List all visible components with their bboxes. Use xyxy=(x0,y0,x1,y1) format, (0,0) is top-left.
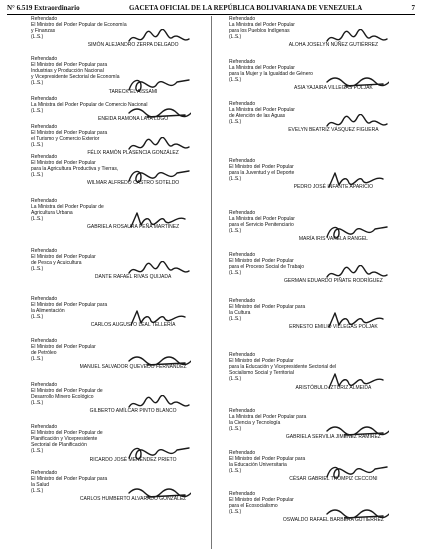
minister-title-line: El Ministro del Poder Popular xyxy=(31,344,96,351)
minister-title-line: de Petróleo xyxy=(31,350,57,357)
minister-title-line: El Ministro del Poder Popular xyxy=(229,164,294,171)
minister-title-line: y Finanzas xyxy=(31,28,56,35)
minister-title-line: para el Ecosocialismo xyxy=(229,503,278,510)
seal-mark: (L.S.) xyxy=(31,314,44,321)
minister-title-line: El Ministro del Poder Popular xyxy=(229,497,294,504)
endorsement-label: Refrendado xyxy=(229,210,256,216)
minister-title-line: Socialismo Social y Territorial xyxy=(229,370,294,377)
signatory-name: CARLOS AUGUSTO LEAL TELLERÍA xyxy=(90,322,176,329)
minister-title-line: La Ministra del Poder Popular xyxy=(229,65,295,72)
seal-mark: (L.S.) xyxy=(31,488,44,495)
endorsement-entry xyxy=(31,16,207,49)
endorsement-label: Refrendado xyxy=(229,408,256,414)
minister-title-line: la Cultura xyxy=(229,310,251,317)
signatory-name: ARISTÓBULO IZTÚRIZ ALMEIDA xyxy=(295,384,372,391)
minister-title-line: la Ciencia y Tecnología xyxy=(229,420,281,427)
minister-title-line: para la Juventud y el Deporte xyxy=(229,170,295,177)
seal-mark: (L.S.) xyxy=(31,448,44,455)
endorsement-entry xyxy=(31,470,207,503)
minister-title-line: El Ministro del Poder Popular xyxy=(31,254,96,261)
signatory-name: FÉLIX RAMÓN PLASENCIA GONZÁLEZ xyxy=(87,150,179,157)
page-number: 7 xyxy=(411,4,415,12)
minister-title-line: la Educación Universitaria xyxy=(229,462,287,469)
endorsement-entry xyxy=(31,338,207,371)
endorsement-label: Refrendado xyxy=(31,248,58,254)
endorsement-entry xyxy=(229,16,409,49)
seal-mark: (L.S.) xyxy=(31,34,44,41)
minister-title-line: Desarrollo Minero Ecológico xyxy=(31,394,94,401)
signatory-name: WILMAR ALFREDO CASTRO SOTELDO xyxy=(86,180,180,187)
minister-title-line: para el Proceso Social de Trabajo xyxy=(229,264,305,271)
minister-title-line: El Ministro del Poder Popular de xyxy=(31,388,103,395)
endorsement-entry xyxy=(31,154,207,187)
endorsement-label: Refrendado xyxy=(31,16,58,22)
seal-mark: (L.S.) xyxy=(229,77,242,84)
minister-title-line: La Ministra del Poder Popular xyxy=(229,216,295,223)
endorsement-label: Refrendado xyxy=(31,154,58,160)
seal-mark: (L.S.) xyxy=(229,509,242,516)
endorsement-label: Refrendado xyxy=(229,491,256,497)
signatory-name: ASIA YAJAIRA VILLEGAS POLJAK xyxy=(294,85,373,92)
endorsement-entry xyxy=(31,124,207,157)
page-header xyxy=(7,2,415,15)
column-divider xyxy=(211,16,212,549)
issue-number: N° 6.519 Extraordinario xyxy=(7,4,80,12)
endorsement-entry xyxy=(31,96,207,123)
endorsement-label: Refrendado xyxy=(229,298,256,304)
minister-title-line: de Pesca y Acuicultura xyxy=(31,260,82,267)
seal-mark: (L.S.) xyxy=(229,228,242,235)
endorsement-label: Refrendado xyxy=(31,56,58,62)
minister-title-line: El Ministro del Poder Popular para xyxy=(229,304,306,311)
signatory-name: ERNESTO EMILIO VILLEGAS POLJAK xyxy=(289,324,378,331)
minister-title-line: El Ministro del Poder Popular para xyxy=(31,62,108,69)
signatory-name: GABRIELA SERVILIA JIMÉNEZ RAMÍREZ xyxy=(285,434,381,441)
signatory-name: CÉSAR GABRIEL TRÓMPIZ CECCONI xyxy=(289,476,378,483)
minister-title-line: El Ministro del Poder Popular para xyxy=(31,130,108,137)
seal-mark: (L.S.) xyxy=(31,400,44,407)
endorsement-entry xyxy=(229,352,409,391)
seal-mark: (L.S.) xyxy=(31,266,44,273)
minister-title-line: El Ministro del Poder Popular xyxy=(31,160,96,167)
signatory-name: SIMÓN ALEJANDRO ZERPA DELGADO xyxy=(87,42,179,49)
endorsement-label: Refrendado xyxy=(31,470,58,476)
minister-title-line: de Atención de las Aguas xyxy=(229,113,286,120)
seal-mark: (L.S.) xyxy=(31,108,44,115)
seal-mark: (L.S.) xyxy=(229,119,242,126)
endorsement-entry xyxy=(31,56,207,95)
endorsement-label: Refrendado xyxy=(229,16,256,22)
signatory-name: ALOHA JOSELYN NÚÑEZ GUTIÉRREZ xyxy=(288,42,379,49)
minister-title-line: para los Pueblos Indígenas xyxy=(229,28,290,35)
signatory-name: TARECK EL AISSAMI xyxy=(108,88,158,95)
minister-title-line: para el Servicio Penitenciario xyxy=(229,222,294,229)
endorsement-entry xyxy=(229,210,409,243)
signatory-name: ENEIDA RAMONA LAYA LUGO xyxy=(98,116,169,123)
minister-title-line: Agricultura Urbana xyxy=(31,210,73,217)
minister-title-line: El Ministro del Poder Popular de Economía xyxy=(31,22,127,29)
seal-mark: (L.S.) xyxy=(229,176,242,183)
seal-mark: (L.S.) xyxy=(229,316,242,323)
signatory-name: GILBERTO AMÍLCAR PINTO BLANCO xyxy=(89,408,177,415)
seal-mark: (L.S.) xyxy=(229,34,242,41)
minister-title-line: El Ministro del Poder Popular xyxy=(229,358,294,365)
signatory-name: RICARDO JOSÉ MENÉNDEZ PRIETO xyxy=(89,456,177,463)
endorsement-entry xyxy=(31,424,207,463)
minister-title-line: para la Educación y Vicepresidente Sectorial del xyxy=(229,364,337,371)
endorsement-label: Refrendado xyxy=(31,424,58,430)
seal-mark: (L.S.) xyxy=(229,376,242,383)
minister-title-line: Sectorial de Planificación xyxy=(31,442,87,449)
endorsement-label: Refrendado xyxy=(31,96,58,102)
minister-title-line: el Turismo y Comercio Exterior xyxy=(31,136,100,143)
signatory-name: GABRIELA ROSAURA PEÑA MARTÍNEZ xyxy=(87,224,180,231)
minister-title-line: El Ministro del Poder Popular para xyxy=(229,456,306,463)
seal-mark: (L.S.) xyxy=(31,142,44,149)
seal-mark: (L.S.) xyxy=(229,468,242,475)
signatory-name: DANTE RAFAEL RIVAS QUIJADA xyxy=(94,274,172,281)
endorsement-entry xyxy=(31,382,207,415)
seal-mark: (L.S.) xyxy=(229,270,242,277)
endorsement-label: Refrendado xyxy=(31,296,58,302)
minister-title-line: la Salud xyxy=(31,482,50,489)
seal-mark: (L.S.) xyxy=(31,356,44,363)
endorsement-label: Refrendado xyxy=(229,59,256,65)
signatory-name: MANUEL SALVADOR QUEVEDO FERNÁNDEZ xyxy=(79,364,187,371)
minister-title-line: Industrias y Producción Nacional xyxy=(31,68,104,75)
endorsement-label: Refrendado xyxy=(31,382,58,388)
endorsement-entry xyxy=(229,491,409,524)
minister-title-line: para la Agricultura Productiva y Tierras, xyxy=(31,166,119,173)
minister-title-line: El Ministro del Poder Popular para xyxy=(31,302,108,309)
minister-title-line: La Ministra del Poder Popular xyxy=(229,107,295,114)
signatory-name: PEDRO JOSÉ INFANTE APARICIO xyxy=(293,184,374,191)
endorsement-entry xyxy=(229,408,409,441)
seal-mark: (L.S.) xyxy=(31,216,44,223)
endorsement-label: Refrendado xyxy=(229,450,256,456)
endorsement-label: Refrendado xyxy=(31,198,58,204)
minister-title-line: para la Mujer y la Igualdad de Género xyxy=(229,71,313,78)
signatory-name: OSWALDO RAFAEL BARBERA GUTIÉRREZ xyxy=(282,517,384,524)
seal-mark: (L.S.) xyxy=(229,426,242,433)
minister-title-line: El Ministro del Poder Popular de xyxy=(31,430,103,437)
endorsement-entry xyxy=(31,198,207,231)
seal-mark: (L.S.) xyxy=(31,80,44,87)
minister-title-line: La Ministra del Poder Popular de xyxy=(31,204,104,211)
signatory-name: EVELYN BEATRIZ VÁSQUEZ FIGUERA xyxy=(288,127,379,134)
signatory-name: CARLOS HUMBERTO ALVARADO GONZÁLEZ xyxy=(79,496,187,503)
endorsement-label: Refrendado xyxy=(229,252,256,258)
endorsement-entry xyxy=(229,101,409,134)
minister-title-line: La Ministra del Poder Popular para xyxy=(229,414,307,421)
endorsement-label: Refrendado xyxy=(31,338,58,344)
endorsement-label: Refrendado xyxy=(31,124,58,130)
endorsement-label: Refrendado xyxy=(229,352,256,358)
minister-title-line: y Vicepresidente Sectorial de Economía xyxy=(31,74,120,81)
minister-title-line: La Ministra del Poder Popular de Comercio Nacional xyxy=(31,102,148,109)
endorsement-entry xyxy=(229,158,409,191)
endorsement-label: Refrendado xyxy=(229,101,256,107)
signatory-name: GERMAN EDUARDO PIÑATE RODRÍGUEZ xyxy=(283,278,383,285)
endorsement-entry xyxy=(229,252,409,285)
minister-title-line: Planificación y Vicepresidente xyxy=(31,436,98,443)
endorsement-label: Refrendado xyxy=(229,158,256,164)
minister-title-line: El Ministro del Poder Popular para xyxy=(31,476,108,483)
signatory-name: MARÍA IRIS VARELA RANGEL xyxy=(298,236,368,243)
seal-mark: (L.S.) xyxy=(31,172,44,179)
endorsement-entry xyxy=(31,248,207,281)
endorsement-entry xyxy=(31,296,207,329)
endorsement-entry xyxy=(229,59,409,92)
endorsement-entry xyxy=(229,298,409,331)
endorsement-entry xyxy=(229,450,409,483)
publication-title: GACETA OFICIAL DE LA REPÚBLICA BOLIVARIANA DE VENEZUELA xyxy=(128,4,363,12)
minister-title-line: El Ministro del Poder Popular xyxy=(229,258,294,265)
minister-title-line: la Alimentación xyxy=(31,308,65,315)
minister-title-line: La Ministra del Poder Popular xyxy=(229,22,295,29)
